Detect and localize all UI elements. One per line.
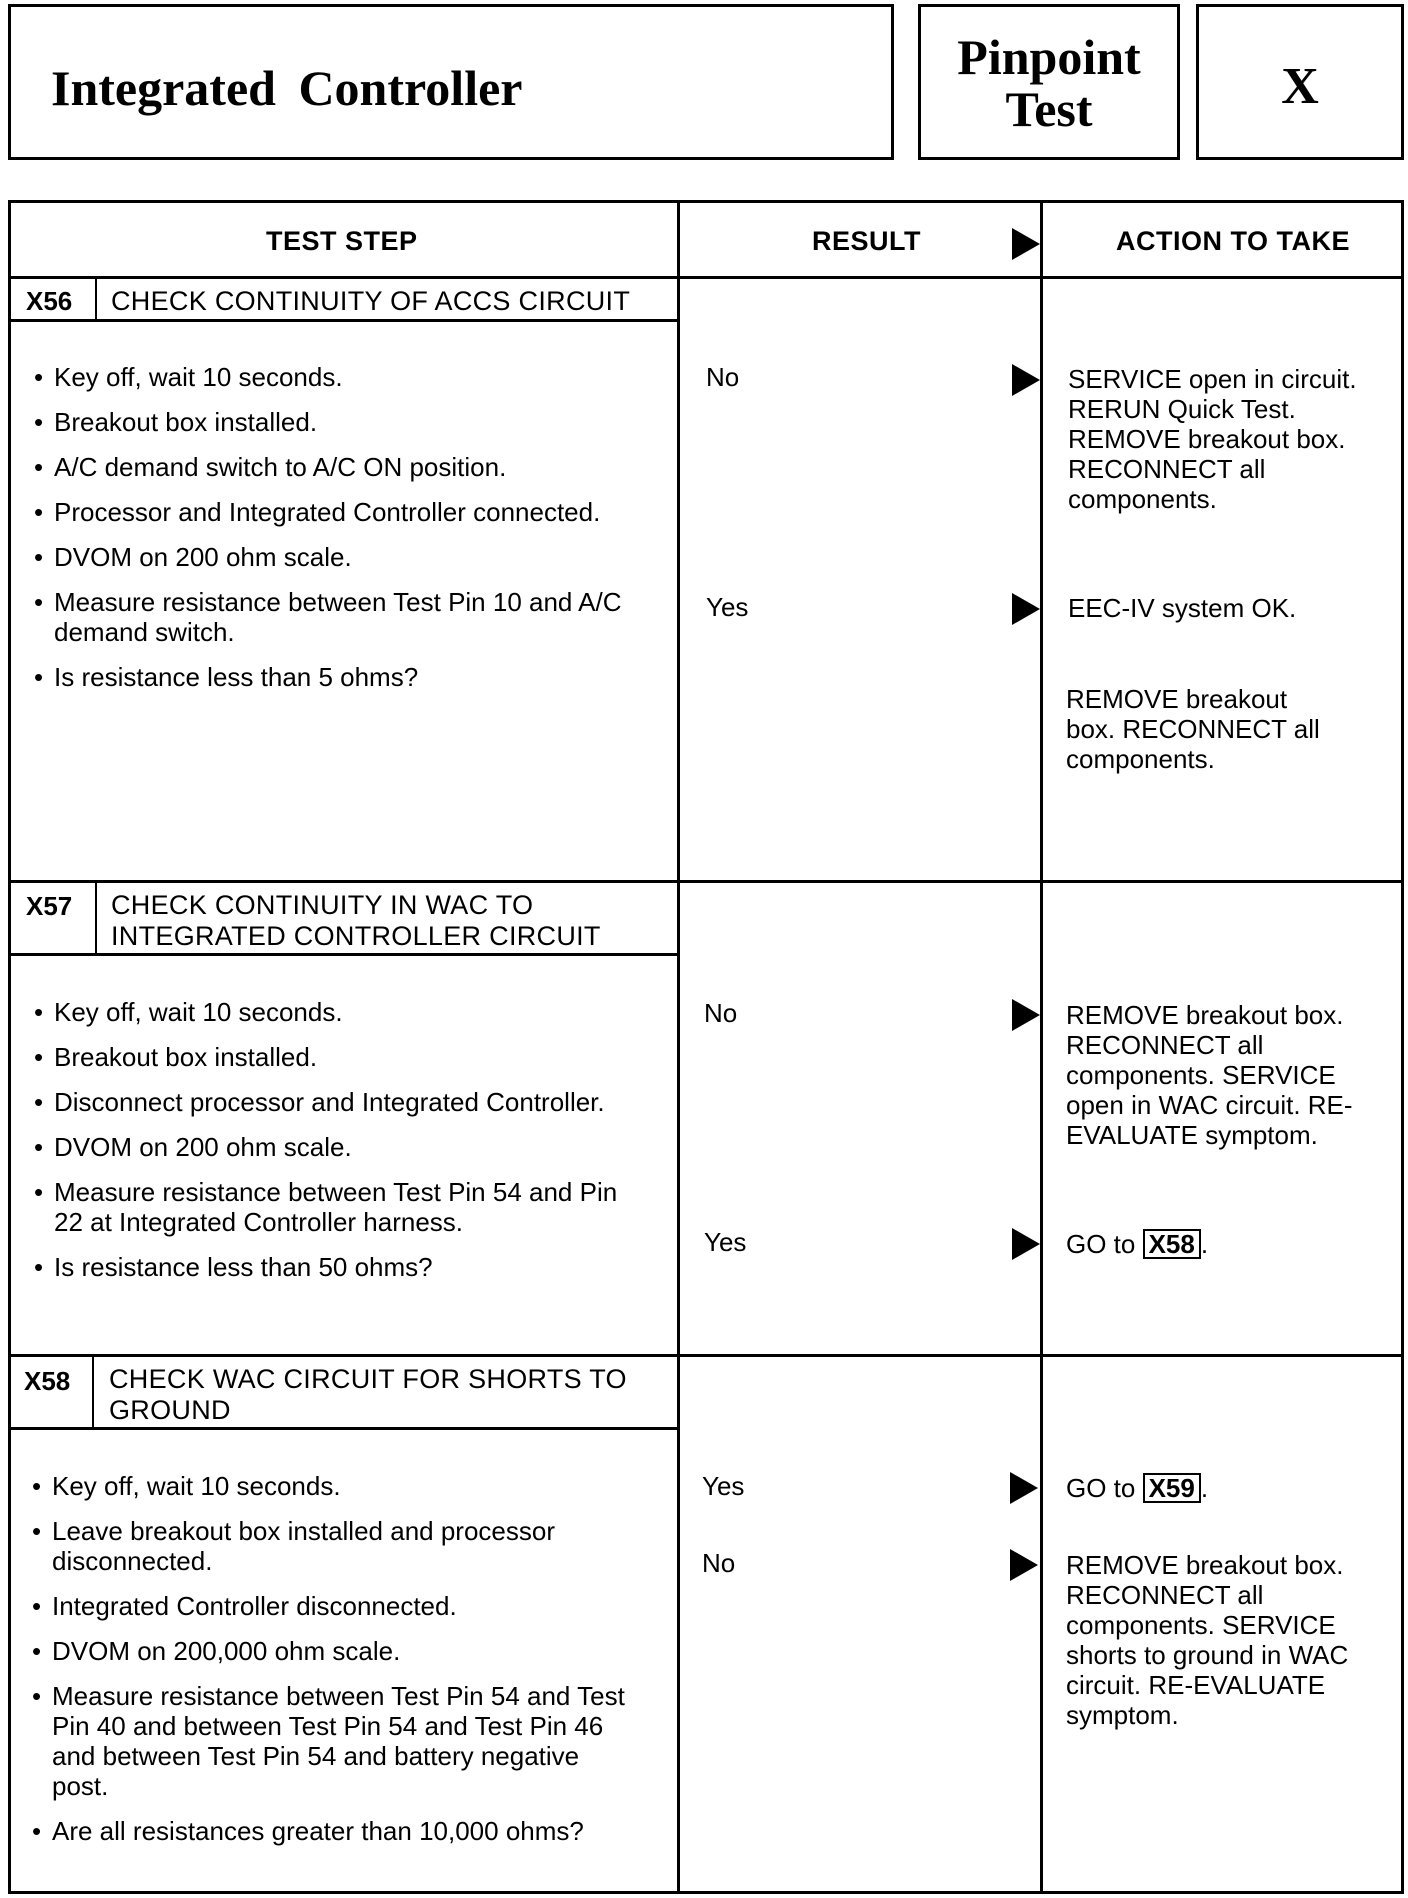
step-id: X56 <box>26 286 73 316</box>
step-bullets <box>30 1471 640 1861</box>
action-text: REMOVE breakout box. RECONNECT all components. SERVICE open in WAC circuit. RE-EVALUATE symptom. <box>1066 1000 1353 1150</box>
list-item: • Measure resistance between Test Pin 54 and Test Pin 40 and between Test Pin 54 and Test Pin 46 and between Test Pin 54 and battery negative post. <box>30 1681 640 1801</box>
step-title <box>111 286 630 317</box>
list-item: • DVOM on 200 ohm scale. <box>32 542 642 572</box>
step-title-line: INTEGRATED CONTROLLER CIRCUIT <box>111 921 601 951</box>
column-divider-1 <box>677 200 680 1894</box>
list-item: • Processor and Integrated Controller connected. <box>32 497 642 527</box>
pinpoint-line-1: Pinpoint <box>957 29 1141 85</box>
arrow-icon <box>1010 1549 1038 1581</box>
arrow-icon <box>1012 999 1040 1031</box>
step-id-divider <box>95 883 97 953</box>
action-goto <box>1066 1473 1386 1503</box>
step-id: X58 <box>24 1366 71 1396</box>
step-reference-link[interactable]: X59 <box>1143 1473 1201 1503</box>
row-divider-2 <box>8 1354 1404 1357</box>
section-letter: X <box>1281 58 1319 115</box>
action-prefix: GO to <box>1066 1229 1136 1259</box>
pinpoint-label <box>921 31 1177 135</box>
column-divider-2 <box>1040 200 1043 1894</box>
list-item: • Measure resistance between Test Pin 54 and Pin 22 at Integrated Controller harness. <box>32 1177 642 1237</box>
action-text: REMOVE breakout box. RECONNECT all components. <box>1066 684 1320 774</box>
result-label: No <box>706 362 740 392</box>
step-title-line: CHECK WAC CIRCUIT FOR SHORTS TO <box>109 1364 627 1394</box>
list-item: • Key off, wait 10 seconds. <box>30 1471 640 1501</box>
result-label: Yes <box>706 592 749 622</box>
step-bullets <box>32 362 642 707</box>
list-item: • Is resistance less than 5 ohms? <box>32 662 642 692</box>
list-item: • Is resistance less than 50 ohms? <box>32 1252 642 1282</box>
action-text: SERVICE open in circuit. RERUN Quick Test. REMOVE breakout box. RECONNECT all components. <box>1068 364 1357 514</box>
row-divider-1 <box>8 880 1404 883</box>
list-item: • Key off, wait 10 seconds. <box>32 997 642 1027</box>
section-box <box>1196 4 1404 160</box>
list-item: • DVOM on 200,000 ohm scale. <box>30 1636 640 1666</box>
list-item: • Are all resistances greater than 10,000 ohms? <box>30 1816 640 1846</box>
page-title: Integrated Controller <box>51 60 523 116</box>
arrow-icon <box>1012 364 1040 396</box>
pinpoint-box <box>918 4 1180 160</box>
step-title <box>109 1364 627 1426</box>
pinpoint-line-2: Test <box>1005 81 1093 137</box>
list-item: • Integrated Controller disconnected. <box>30 1591 640 1621</box>
action-suffix: . <box>1200 1229 1209 1259</box>
column-header-result: RESULT <box>812 226 921 256</box>
step-id-divider <box>92 1357 94 1427</box>
list-item: • Breakout box installed. <box>32 407 642 437</box>
result-label: Yes <box>702 1471 745 1501</box>
result-arrow-icon <box>1012 228 1040 260</box>
step-bullets <box>32 997 642 1297</box>
step-title-line: CHECK CONTINUITY OF ACCS CIRCUIT <box>111 286 631 316</box>
step-header-underline <box>8 953 678 956</box>
result-label: Yes <box>704 1227 747 1257</box>
list-item: • DVOM on 200 ohm scale. <box>32 1132 642 1162</box>
action-text: REMOVE breakout box. RECONNECT all components. SERVICE shorts to ground in WAC circuit. RE-EVALUATE symptom. <box>1066 1550 1349 1730</box>
step-header-underline <box>8 1427 678 1430</box>
action-goto <box>1066 1229 1386 1259</box>
list-item: • A/C demand switch to A/C ON position. <box>32 452 642 482</box>
result-label: No <box>704 998 738 1028</box>
step-header-underline <box>8 319 678 322</box>
list-item: • Disconnect processor and Integrated Controller. <box>32 1087 642 1117</box>
step-reference-link[interactable]: X58 <box>1143 1229 1201 1259</box>
title-box <box>8 4 894 160</box>
list-item: • Measure resistance between Test Pin 10 and A/C demand switch. <box>32 587 642 647</box>
arrow-icon <box>1012 1228 1040 1260</box>
column-header-action: ACTION TO TAKE <box>1116 226 1350 256</box>
step-title <box>111 890 601 952</box>
arrow-icon <box>1012 593 1040 625</box>
step-id: X57 <box>26 891 73 921</box>
list-item: • Key off, wait 10 seconds. <box>32 362 642 392</box>
action-prefix: GO to <box>1066 1473 1136 1503</box>
column-header-test-step: TEST STEP <box>266 226 418 256</box>
header-row-divider <box>8 276 1404 279</box>
list-item: • Leave breakout box installed and processor disconnected. <box>30 1516 640 1576</box>
step-title-line: CHECK CONTINUITY IN WAC TO <box>111 890 534 920</box>
step-id-divider <box>95 279 97 321</box>
list-item: • Breakout box installed. <box>32 1042 642 1072</box>
action-text: EEC-IV system OK. <box>1068 593 1297 623</box>
action-suffix: . <box>1200 1473 1209 1503</box>
step-title-line: GROUND <box>109 1395 231 1425</box>
arrow-icon <box>1010 1472 1038 1504</box>
result-label: No <box>702 1548 736 1578</box>
